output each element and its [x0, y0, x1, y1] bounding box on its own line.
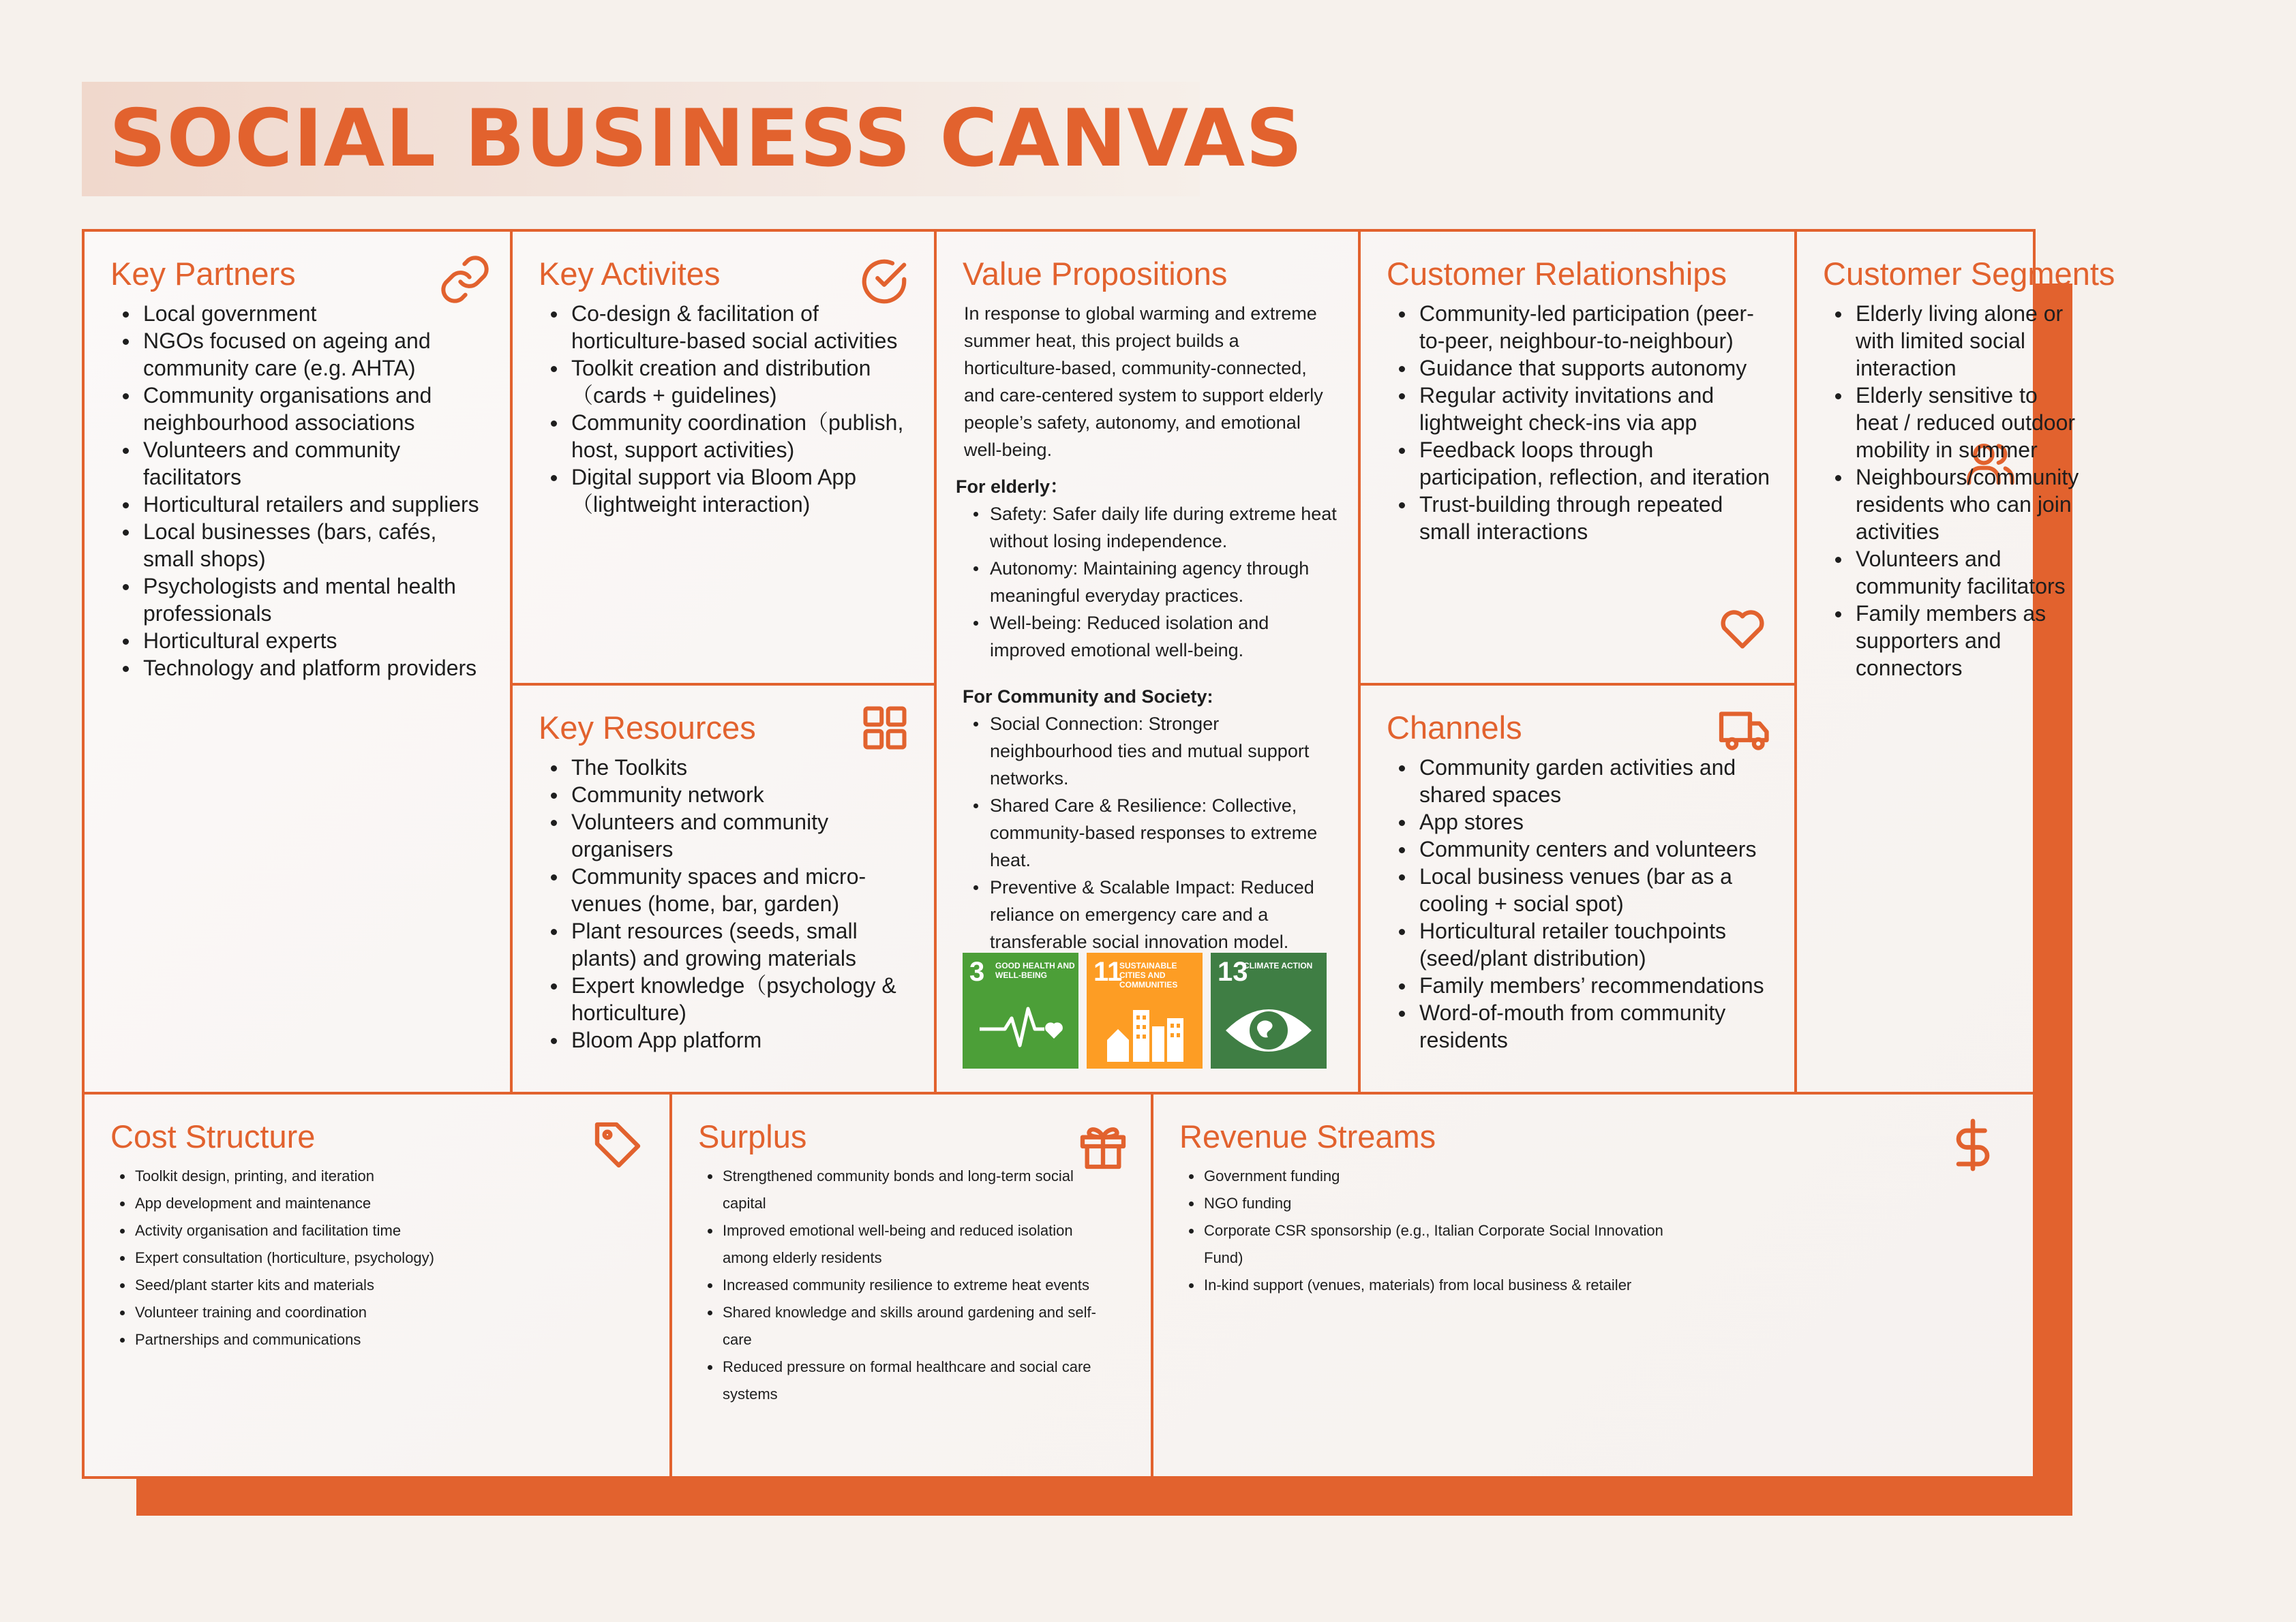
customer-segments-list [1823, 300, 2081, 682]
list-item: Family members as supporters and connectors [1856, 600, 2081, 682]
customer-segments-heading: Customer Segments [1823, 256, 2115, 292]
list-item: Horticultural retailer touchpoints (seed/plant distribution) [1419, 917, 1775, 972]
sdg-label: SUSTAINABLE CITIES AND COMMUNITIES [1119, 961, 1178, 990]
revenue-streams-heading: Revenue Streams [1179, 1118, 1436, 1154]
dollar-icon [1944, 1116, 2002, 1174]
key-activities-list [539, 300, 915, 518]
list-item: Elderly living alone or with limited social interaction [1856, 300, 2081, 382]
key-activities-block [513, 232, 937, 686]
list-item: Autonomy: Maintaining agency through meaningful everyday practices. [990, 555, 1340, 609]
list-item: Neighbours/community residents who can join activities [1856, 463, 2081, 545]
value-propositions-heading: Value Propositions [963, 256, 1228, 292]
list-item: Well-being: Reduced isolation and improved emotional well-being. [990, 609, 1340, 664]
list-item: Family members’ recommendations [1419, 972, 1775, 999]
list-item: In-kind support (venues, materials) from local business & retailer [1204, 1272, 1681, 1299]
page-title: SOCIAL BUSINESS CANVAS [109, 93, 1303, 185]
list-item: Seed/plant starter kits and materials [135, 1272, 650, 1299]
city-icon [1087, 953, 1203, 1069]
value-propositions-block [937, 232, 1361, 1095]
for-elderly-list [963, 500, 1340, 664]
list-item: Expert consultation (horticulture, psychology) [135, 1244, 650, 1272]
list-item: Safety: Safer daily life during extreme heat without losing independence. [990, 500, 1340, 555]
sdg-number: 13 [1218, 957, 1248, 987]
link-icon [438, 252, 492, 307]
list-item: Reduced pressure on formal healthcare and social care systems [723, 1353, 1110, 1408]
list-item: Activity organisation and facilitation time [135, 1217, 650, 1244]
customer-relationships-list [1387, 300, 1775, 545]
value-propositions-intro: In response to global warming and extreme summer heat, this project builds a horticulture-based, community-connected, and care-centered system to support elderly people’s safety, autonomy, and emotional well-being. [964, 303, 1323, 460]
cost-structure-block [85, 1095, 672, 1479]
list-item: Community-led participation (peer-to-peer, neighbour-to-neighbour) [1419, 300, 1775, 354]
list-item: Community spaces and micro-venues (home, bar, garden) [571, 863, 915, 917]
list-item: Toolkit design, printing, and iteration [135, 1163, 650, 1190]
list-item: Shared Care & Resilience: Collective, community-based responses to extreme heat. [990, 792, 1340, 874]
heart-icon [1715, 600, 1770, 654]
list-item: Digital support via Bloom App（lightweight interaction) [571, 463, 915, 518]
list-item: Word-of-mouth from community residents [1419, 999, 1775, 1054]
list-item: Guidance that supports autonomy [1419, 354, 1775, 382]
list-item: Shared knowledge and skills around gardening and self-care [723, 1299, 1110, 1353]
list-item: Volunteers and community facilitators [1856, 545, 2081, 600]
list-item: App development and maintenance [135, 1190, 650, 1217]
list-item: Technology and platform providers [143, 654, 491, 682]
list-item: Elderly sensitive to heat / reduced outdoor mobility in summer [1856, 382, 2081, 463]
list-item: Trust-building through repeated small interactions [1419, 491, 1775, 545]
sdg-11-badge [1087, 953, 1203, 1069]
surplus-list [698, 1163, 1110, 1408]
heartbeat-icon [963, 953, 1078, 1069]
cost-structure-heading: Cost Structure [110, 1118, 316, 1154]
list-item: Bloom App platform [571, 1026, 915, 1054]
list-item: Preventive & Scalable Impact: Reduced reliance on emergency care and a transferable social innovation model. [990, 874, 1340, 955]
list-item: Increased community resilience to extreme heat events [723, 1272, 1110, 1299]
list-item: Volunteers and community facilitators [143, 436, 491, 491]
list-item: Government funding [1204, 1163, 1681, 1190]
list-item: Partnerships and communications [135, 1326, 650, 1353]
list-item: Volunteers and community organisers [571, 808, 915, 863]
list-item: Local businesses (bars, cafés, small shops) [143, 518, 491, 572]
list-item: Social Connection: Stronger neighbourhood ties and mutual support networks. [990, 710, 1340, 792]
eye-globe-icon [1211, 953, 1327, 1069]
sdg-number: 3 [969, 957, 985, 987]
list-item: Community coordination（publish, host, support activities) [571, 409, 915, 463]
list-item: Feedback loops through participation, reflection, and iteration [1419, 436, 1775, 491]
revenue-streams-list [1179, 1163, 1681, 1299]
channels-block [1361, 686, 1797, 1095]
key-partners-block [85, 232, 513, 1095]
list-item: Toolkit creation and distribution（cards + guidelines) [571, 354, 915, 409]
surplus-block [672, 1095, 1153, 1479]
list-item: App stores [1419, 808, 1775, 836]
sdg-13-badge [1211, 953, 1327, 1069]
list-item: Horticultural experts [143, 627, 491, 654]
key-resources-list [539, 754, 915, 1054]
list-item: Plant resources (seeds, small plants) and growing materials [571, 917, 915, 972]
channels-list [1387, 754, 1775, 1054]
list-item: Psychologists and mental health professionals [143, 572, 491, 627]
key-resources-block [513, 686, 937, 1095]
sdg-label: CLIMATE ACTION [1243, 961, 1313, 970]
sdg-3-badge [963, 953, 1078, 1069]
list-item: NGOs focused on ageing and community care (e.g. AHTA) [143, 327, 491, 382]
for-community-list [963, 710, 1340, 955]
sdg-label: GOOD HEALTH AND WELL-BEING [995, 961, 1075, 980]
list-item: Corporate CSR sponsorship (e.g., Italian Corporate Social Innovation Fund) [1204, 1217, 1681, 1272]
sdg-badges [963, 953, 1327, 1069]
list-item: Regular activity invitations and lightweight check-ins via app [1419, 382, 1775, 436]
list-item: Strengthened community bonds and long-term social capital [723, 1163, 1110, 1217]
list-item: Community network [571, 781, 915, 808]
key-activities-heading: Key Activites [539, 256, 721, 292]
list-item: Community organisations and neighbourhood associations [143, 382, 491, 436]
list-item: Local government [143, 300, 491, 327]
key-partners-heading: Key Partners [110, 256, 296, 292]
list-item: The Toolkits [571, 754, 915, 781]
channels-heading: Channels [1387, 709, 1522, 746]
customer-relationships-heading: Customer Relationships [1387, 256, 1727, 292]
grid-icon [859, 702, 911, 754]
list-item: NGO funding [1204, 1190, 1681, 1217]
surplus-heading: Surplus [698, 1118, 807, 1154]
list-item: Volunteer training and coordination [135, 1299, 650, 1326]
list-item: Horticultural retailers and suppliers [143, 491, 491, 518]
revenue-streams-block [1153, 1095, 2033, 1479]
customer-relationships-block [1361, 232, 1797, 686]
list-item: Expert knowledge（psychology & horticulture) [571, 972, 915, 1026]
key-partners-list [110, 300, 491, 682]
key-resources-heading: Key Resources [539, 709, 756, 746]
customer-segments-block [1797, 232, 2115, 1095]
for-elderly-heading: For elderly： [956, 476, 1069, 497]
for-community-heading: For Community and Society: [963, 686, 1213, 707]
list-item: Improved emotional well-being and reduced isolation among elderly residents [723, 1217, 1110, 1272]
list-item: Community centers and volunteers [1419, 836, 1775, 863]
truck-icon [1717, 702, 1774, 759]
sdg-number: 11 [1093, 957, 1123, 987]
list-item: Local business venues (bar as a cooling + social spot) [1419, 863, 1775, 917]
business-canvas [82, 229, 2115, 1479]
list-item: Community garden activities and shared spaces [1419, 754, 1775, 808]
cost-structure-list [110, 1163, 650, 1353]
list-item: Co-design & facilitation of horticulture-based social activities [571, 300, 915, 354]
